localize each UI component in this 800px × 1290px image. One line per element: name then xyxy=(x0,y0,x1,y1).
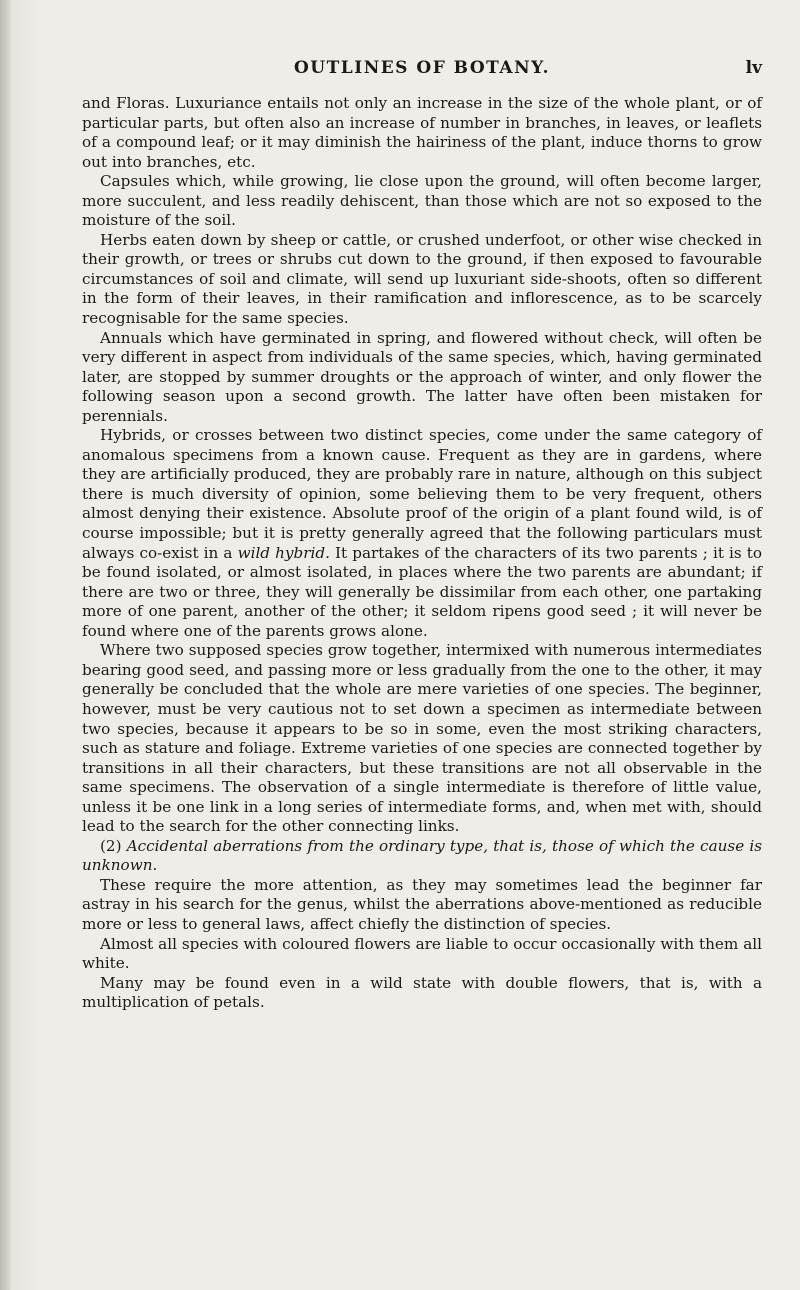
paragraph-annuals: Annuals which have germinated in spring, and flowered without check, will often be very different in aspect from individuals of the same species, which, having germinated later, are stopped by summer droughts or the approach of winter, and only flower the following season upon a second growth. The latter have often been mistaken for perennials. xyxy=(82,328,762,425)
paragraph-attention: These require the more attention, as they may sometimes lead the beginner far astray in his search for the genus, whilst the aberrations above-mentioned as reducible more or less to general laws, affect chiefly the distinction of species. xyxy=(82,875,762,933)
paragraph-white-flowers: Almost all species with coloured flowers are liable to occur occasionally with them all white. xyxy=(82,934,762,973)
paragraph-double-flowers: Many may be found even in a wild state with double flowers, that is, with a multiplication of petals. xyxy=(82,973,762,1012)
section-heading-text: Accidental aberrations from the ordinary type, that is, those of which the cause is unknown. xyxy=(82,836,762,875)
body-text xyxy=(82,94,762,1013)
page-number: lv xyxy=(745,58,762,78)
paragraph-capsules: Capsules which, while growing, lie close upon the ground, will often become larger, more succulent, and less readily dehiscent, than those which are not so exposed to the moisture of the soil. xyxy=(82,172,762,230)
running-head xyxy=(82,58,762,84)
paragraph-hybrids xyxy=(82,426,762,641)
section-heading-accidental xyxy=(82,837,762,876)
paragraph-floras: and Floras. Luxuriance entails not only an increase in the size of the whole plant, or of particular parts, but often also an increase of number in branches, in leaves, or leaflets of a compound leaf; or it may diminish the hairiness of the plant, induce thorns to grow out into branches, etc. xyxy=(82,94,762,171)
section-number: (2) xyxy=(100,836,122,855)
paragraph-intermediates: Where two supposed species grow together, intermixed with numerous intermediates bearing good seed, and passing more or less gradually from the one to the other, it may generally be concluded that the whole are mere varieties of one species. The beginner, however, must be very cautious not to set down a specimen as intermediate between two species, because it appears to be so in some, even the most striking characters, such as stature and foliage. Extreme varieties of one species are connected together by transitions in all their characters, but these transitions are not all observable in the same specimens. The observation of a single intermediate is therefore of little value, unless it be one link in a long series of intermediate forms, and, when met with, should lead to the search for the other connecting links. xyxy=(82,641,762,836)
hybrids-text: Hybrids, or crosses between two distinct species, come under the same category of anomalous specimens from a known cause. Frequent as they are in gardens, where they are artificially produced, they are probably rare in nature, although on this subject there is much diversity of opinion, some believing them to be very frequent, others almost denying their existence. Absolute proof of the origin of a plant found wild, is of course impossible; but it is pretty generally agreed that the following particulars must always co-exist in a xyxy=(82,426,762,562)
hybrids-text-cont: It partakes of the characters of its two parents ; it is to be found isolated, or almost isolated, in places where the two parents are abundant; if there are two or three, they will generally be dissimilar from each other, one partaking more of one parent, another of the other; it seldom ripens good seed ; it will never be found where one of the parents grows alone. xyxy=(82,543,763,640)
binding-edge xyxy=(0,0,10,1290)
wild-hybrid-term: wild hybrid. xyxy=(237,543,330,562)
paragraph-herbs: Herbs eaten down by sheep or cattle, or crushed underfoot, or other wise checked in their growth, or trees or shrubs cut down to the ground, if then exposed to favourable circumstances of soil and climate, will send up luxuriant side-shoots, often so different in the form of their leaves, in their ramification and inflorescence, as to be scarcely recognisable for the same species. xyxy=(82,230,762,328)
running-title: OUTLINES OF BOTANY. xyxy=(294,58,550,78)
